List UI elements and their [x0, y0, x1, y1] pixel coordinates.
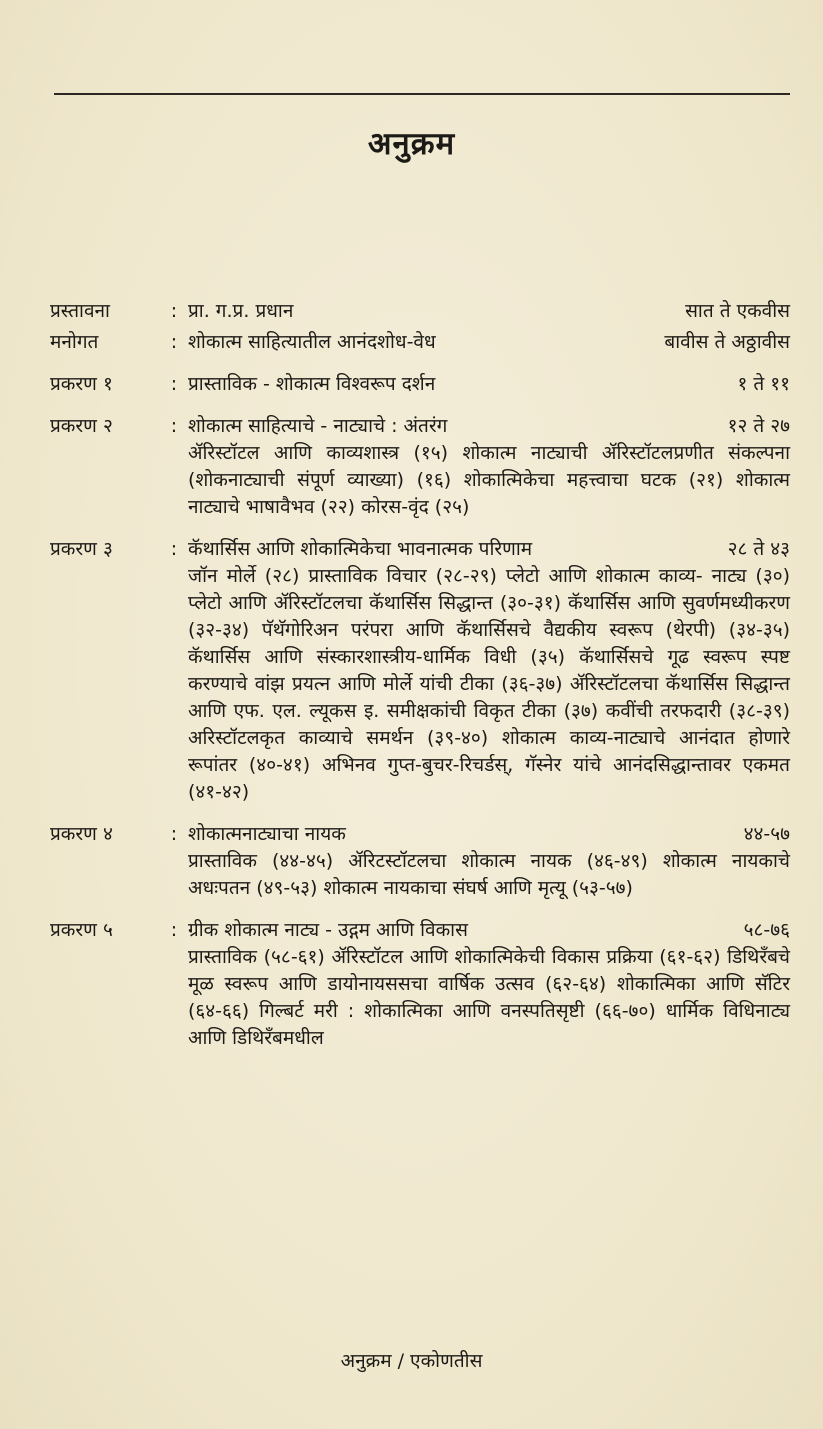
- entry-description: प्रास्ताविक (५८-६१) ॲरिस्टॉटल आणि शोकात्मिकेची विकास प्रक्रिया (६१-६२) डिथिरँबचे मूळ स्वरूप आणि डायोनायससचा वार्षिक उत्सव (६२-६४) शोकात्मिका आणि सॅटिर (६४-६६) गिल्बर्ट मरी : शोकात्मिका आणि वनस्पतिसृष्टी (६६-७०) धार्मिक विधिनाट्य आणि डिथिरँबमधील: [188, 946, 790, 1049]
- entry-pages: ४४-५७: [743, 823, 790, 845]
- entry-pages: सात ते एकवीस: [685, 300, 790, 322]
- entry-label: प्रकरण ५: [50, 919, 113, 941]
- entry-colon: :: [170, 300, 178, 322]
- entry-label: प्रकरण ४: [50, 823, 113, 845]
- toc-entry-chapter-2: [50, 413, 790, 521]
- entry-colon: :: [170, 823, 178, 845]
- entry-colon: :: [170, 331, 178, 353]
- entry-description: जॉन मोर्ले (२८) प्रास्ताविक विचार (२८-२९) प्लेटो आणि शोकात्म काव्य- नाट्य (३०) प्लेटो आणि ॲरिस्टॉटलचा कॅथार्सिस सिद्धान्त (३०-३१) कॅथार्सिस आणि सुवर्णमध्यीकरण (३२-३४) पॅथॅगोरिअन परंपरा आणि कॅथार्सिसचे वैद्यकीय स्वरूप (थेरपी) (३४-३५) कॅथार्सिस आणि संस्कारशास्त्रीय-धार्मिक विधी (३५) कॅथार्सिसचे गूढ स्वरूप स्पष्ट करण्याचे वांझ प्रयत्न आणि मोर्ले यांची टीका (३६-३७) ॲरिस्टॉटलचा कॅथार्सिस सिद्धान्त आणि एफ. एल. ल्यूकस इ. समीक्षकांची विकृत टीका (३७) कवींची तरफदारी (३८-३९) अरिस्टॉटलकृत काव्याचे समर्थन (३९-४०) शोकात्म काव्य-नाट्याचे आनंदात होणारे रूपांतर (४०-४१) अभिनव गुप्त-बुचर-रिचर्डस्, गॅस्नेर यांचे आनंदसिद्धान्तावर एकमत (४१-४२): [188, 565, 790, 803]
- table-of-contents: [50, 298, 790, 1052]
- entry-heading: प्रा. ग.प्र. प्रधान: [188, 300, 294, 322]
- entry-pages: १२ ते २७: [727, 415, 790, 437]
- entry-pages: ५८-७६: [743, 919, 790, 941]
- toc-entry-chapter-3: [50, 536, 790, 806]
- entry-pages: २८ ते ४३: [727, 538, 790, 560]
- entry-heading: कॅथार्सिस आणि शोकात्मिकेचा भावनात्मक परिणाम: [188, 538, 533, 560]
- entry-colon: :: [170, 415, 178, 437]
- entry-heading: प्रास्ताविक - शोकात्म विश्वरूप दर्शन: [188, 373, 436, 395]
- entry-heading: शोकात्मनाट्याचा नायक: [188, 823, 346, 845]
- header-rule: [54, 93, 790, 95]
- toc-entry-author-note: [50, 329, 790, 356]
- entry-description: प्रास्ताविक (४४-४५) ॲरिटस्टॉटलचा शोकात्म नायक (४६-४९) शोकात्म नायकाचे अधःपतन (४९-५३) शोकात्म नायकाचा संघर्ष आणि मृत्यू (५३-५७): [188, 850, 790, 899]
- entry-colon: :: [170, 538, 178, 560]
- page-footer: अनुक्रम / एकोणतीस: [340, 1350, 483, 1372]
- entry-heading: शोकात्म साहित्याचे - नाट्याचे : अंतरंग: [188, 415, 448, 437]
- entry-colon: :: [170, 919, 178, 941]
- entry-heading: ग्रीक शोकात्म नाट्य - उद्गम आणि विकास: [188, 919, 468, 941]
- entry-colon: :: [170, 373, 178, 395]
- entry-heading: शोकात्म साहित्यातील आनंदशोध-वेध: [188, 331, 436, 353]
- entry-label: प्रकरण ३: [50, 538, 113, 560]
- toc-entry-preface: [50, 298, 790, 325]
- entry-label: मनोगत: [50, 331, 99, 353]
- toc-entry-chapter-5: [50, 917, 790, 1052]
- entry-label: प्रस्तावना: [50, 300, 110, 322]
- toc-entry-chapter-4: [50, 821, 790, 902]
- entry-pages: बावीस ते अठ्ठावीस: [664, 331, 790, 353]
- entry-label: प्रकरण २: [50, 415, 113, 437]
- page-title: अनुक्रम: [367, 126, 456, 162]
- entry-pages: १ ते ११: [737, 373, 790, 395]
- entry-description: ॲरिस्टॉटल आणि काव्यशास्त्र (१५) शोकात्म नाट्याची ॲरिस्टॉटलप्रणीत संकल्पना (शोकनाट्याची संपूर्ण व्याख्या) (१६) शोकात्मिकेचा महत्त्वाचा घटक (२१) शोकात्म नाट्याचे भाषावैभव (२२) कोरस-वृंद (२५): [188, 442, 790, 518]
- entry-label: प्रकरण १: [50, 373, 113, 395]
- toc-entry-chapter-1: [50, 371, 790, 398]
